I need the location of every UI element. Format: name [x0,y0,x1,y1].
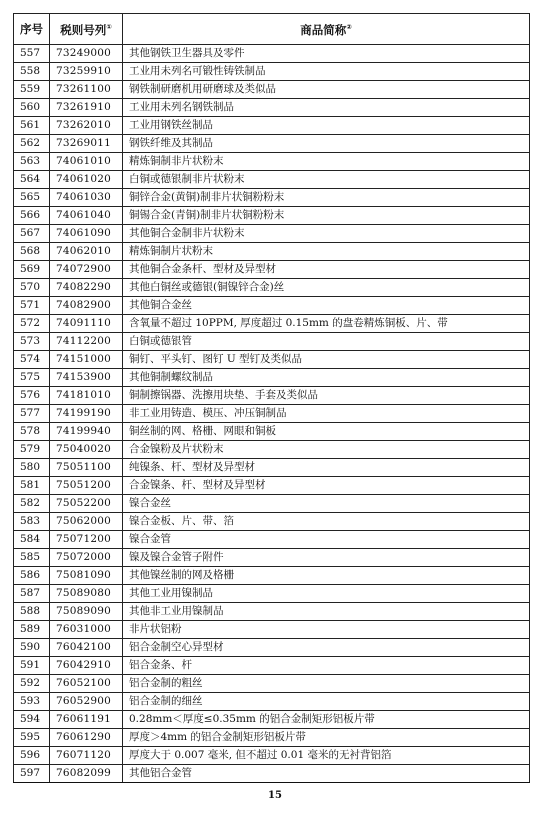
cell-index: 581 [14,477,50,495]
cell-name: 工业用未列名可锻性铸铁制品 [123,63,530,81]
cell-code: 74112200 [50,333,123,351]
table-row [14,459,530,477]
commodity-table [13,13,530,783]
cell-index: 564 [14,171,50,189]
table-row [14,153,530,171]
table-header [14,14,530,45]
cell-name: 镍合金丝 [123,495,530,513]
cell-index: 588 [14,603,50,621]
table-row [14,189,530,207]
cell-name: 铝合金制的细丝 [123,693,530,711]
cell-name: 其他铝合金管 [123,765,530,783]
cell-index: 586 [14,567,50,585]
cell-code: 74061030 [50,189,123,207]
table-row [14,315,530,333]
table-row [14,765,530,783]
cell-name: 铜钉、平头钉、图钉 U 型钉及类似品 [123,351,530,369]
cell-index: 596 [14,747,50,765]
table-row [14,45,530,63]
cell-code: 75051200 [50,477,123,495]
cell-name: 白铜或德银管 [123,333,530,351]
cell-name: 工业用未列名钢铁制品 [123,99,530,117]
cell-code: 76042910 [50,657,123,675]
cell-code: 76071120 [50,747,123,765]
header-name-label: 商品简称 [300,22,347,37]
cell-index: 577 [14,405,50,423]
cell-name: 纯镍条、杆、型材及异型材 [123,459,530,477]
cell-name: 其他白铜丝或德银(铜镍锌合金)丝 [123,279,530,297]
table-row [14,441,530,459]
cell-name: 含氧量不超过 10PPM, 厚度超过 0.15mm 的盘卷精炼铜板、片、带 [123,315,530,333]
cell-code: 74199190 [50,405,123,423]
cell-code: 76052900 [50,693,123,711]
table-row [14,387,530,405]
cell-index: 575 [14,369,50,387]
table-row [14,405,530,423]
cell-index: 582 [14,495,50,513]
table-row [14,333,530,351]
table-row [14,639,530,657]
table-row [14,603,530,621]
cell-name: 其他铜合金丝 [123,297,530,315]
cell-code: 74061090 [50,225,123,243]
cell-name: 合金镍条、杆、型材及异型材 [123,477,530,495]
table-row [14,621,530,639]
cell-code: 75081090 [50,567,123,585]
cell-index: 593 [14,693,50,711]
cell-code: 74082900 [50,297,123,315]
cell-name: 其他镍丝制的网及格栅 [123,567,530,585]
cell-code: 73269011 [50,135,123,153]
cell-name: 厚度大于 0.007 毫米, 但不超过 0.01 毫米的无衬背铝箔 [123,747,530,765]
cell-index: 583 [14,513,50,531]
cell-code: 73261910 [50,99,123,117]
table-row [14,63,530,81]
cell-index: 568 [14,243,50,261]
table-row [14,531,530,549]
cell-code: 74062010 [50,243,123,261]
cell-code: 74153900 [50,369,123,387]
cell-index: 571 [14,297,50,315]
cell-index: 567 [14,225,50,243]
cell-name: 非片状铝粉 [123,621,530,639]
cell-code: 73259910 [50,63,123,81]
header-code-label: 税则号列 [60,22,107,37]
cell-code: 74061020 [50,171,123,189]
cell-index: 592 [14,675,50,693]
cell-code: 76061191 [50,711,123,729]
cell-index: 580 [14,459,50,477]
table-row [14,225,530,243]
cell-name: 厚度＞4mm 的铝合金制矩形铝板片带 [123,729,530,747]
table-row [14,261,530,279]
cell-name: 镍及镍合金管子附件 [123,549,530,567]
cell-index: 559 [14,81,50,99]
cell-index: 570 [14,279,50,297]
cell-code: 73249000 [50,45,123,63]
cell-name: 精炼铜制非片状粉末 [123,153,530,171]
cell-name: 其他铜合金条杆、型材及异型材 [123,261,530,279]
cell-name: 铝合金制的粗丝 [123,675,530,693]
cell-name: 精炼铜制片状粉末 [123,243,530,261]
cell-index: 590 [14,639,50,657]
table-row [14,567,530,585]
cell-code: 76082099 [50,765,123,783]
cell-index: 594 [14,711,50,729]
cell-name: 铜锌合金(黄铜)制非片状铜粉粉末 [123,189,530,207]
table-row [14,99,530,117]
cell-index: 591 [14,657,50,675]
cell-index: 576 [14,387,50,405]
cell-name: 铜制擦锅器、洗擦用块垫、手套及类似品 [123,387,530,405]
cell-index: 560 [14,99,50,117]
cell-code: 75040020 [50,441,123,459]
cell-name: 0.28mm＜厚度≤0.35mm 的铝合金制矩形铝板片带 [123,711,530,729]
table-row [14,729,530,747]
cell-name: 其他铜制螺纹制品 [123,369,530,387]
header-code-footnote-mark: ① [106,23,112,32]
table-row [14,351,530,369]
cell-code: 74091110 [50,315,123,333]
table-row [14,297,530,315]
table-row [14,513,530,531]
table-row [14,81,530,99]
cell-name: 铝合金条、杆 [123,657,530,675]
table-row [14,171,530,189]
cell-name: 工业用钢铁丝制品 [123,117,530,135]
header-name-footnote-mark: ② [346,23,352,32]
cell-index: 558 [14,63,50,81]
cell-index: 561 [14,117,50,135]
table-row [14,585,530,603]
cell-index: 565 [14,189,50,207]
cell-index: 557 [14,45,50,63]
cell-code: 75051100 [50,459,123,477]
table-row [14,207,530,225]
cell-code: 75052200 [50,495,123,513]
cell-index: 595 [14,729,50,747]
cell-index: 563 [14,153,50,171]
cell-code: 74061040 [50,207,123,225]
cell-name: 镍合金板、片、带、箔 [123,513,530,531]
page-number: 15 [268,790,282,801]
cell-index: 572 [14,315,50,333]
table-row [14,675,530,693]
cell-name: 钢铁制研磨机用研磨球及类似品 [123,81,530,99]
cell-index: 585 [14,549,50,567]
table-row [14,711,530,729]
cell-code: 75089080 [50,585,123,603]
table-row [14,477,530,495]
table-row [14,657,530,675]
cell-name: 其他钢铁卫生器具及零件 [123,45,530,63]
cell-code: 76052100 [50,675,123,693]
cell-code: 76031000 [50,621,123,639]
cell-code: 75062000 [50,513,123,531]
header-code [50,14,123,45]
cell-index: 584 [14,531,50,549]
table-row [14,747,530,765]
table-row [14,693,530,711]
cell-name: 其他非工业用镍制品 [123,603,530,621]
cell-index: 573 [14,333,50,351]
cell-code: 74151000 [50,351,123,369]
cell-name: 铝合金制空心异型材 [123,639,530,657]
cell-code: 74082290 [50,279,123,297]
table-row [14,243,530,261]
header-row [14,14,530,45]
cell-index: 597 [14,765,50,783]
cell-index: 574 [14,351,50,369]
header-index [14,14,50,45]
cell-code: 75072000 [50,549,123,567]
cell-name: 镍合金管 [123,531,530,549]
cell-code: 74061010 [50,153,123,171]
cell-code: 73262010 [50,117,123,135]
cell-name: 钢铁纤维及其制品 [123,135,530,153]
cell-index: 587 [14,585,50,603]
cell-code: 76061290 [50,729,123,747]
cell-code: 75089090 [50,603,123,621]
cell-code: 76042100 [50,639,123,657]
cell-index: 578 [14,423,50,441]
cell-code: 74181010 [50,387,123,405]
table-row [14,549,530,567]
cell-name: 其他铜合金制非片状粉末 [123,225,530,243]
cell-index: 566 [14,207,50,225]
cell-name: 其他工业用镍制品 [123,585,530,603]
table-body [14,45,530,783]
table-row [14,423,530,441]
table-row [14,135,530,153]
table-row [14,495,530,513]
cell-index: 579 [14,441,50,459]
cell-code: 75071200 [50,531,123,549]
cell-name: 铜锡合金(青铜)制非片状铜粉粉末 [123,207,530,225]
cell-name: 非工业用铸造、模压、冲压铜制品 [123,405,530,423]
cell-index: 562 [14,135,50,153]
header-name [123,14,530,45]
table-row [14,369,530,387]
cell-name: 白铜或德银制非片状粉末 [123,171,530,189]
cell-code: 74199940 [50,423,123,441]
cell-index: 569 [14,261,50,279]
header-index-label: 序号 [20,21,43,36]
cell-index: 589 [14,621,50,639]
cell-name: 合金镍粉及片状粉末 [123,441,530,459]
cell-name: 铜丝制的网、格栅、网眼和铜板 [123,423,530,441]
table-row [14,279,530,297]
cell-code: 73261100 [50,81,123,99]
table-row [14,117,530,135]
cell-code: 74072900 [50,261,123,279]
